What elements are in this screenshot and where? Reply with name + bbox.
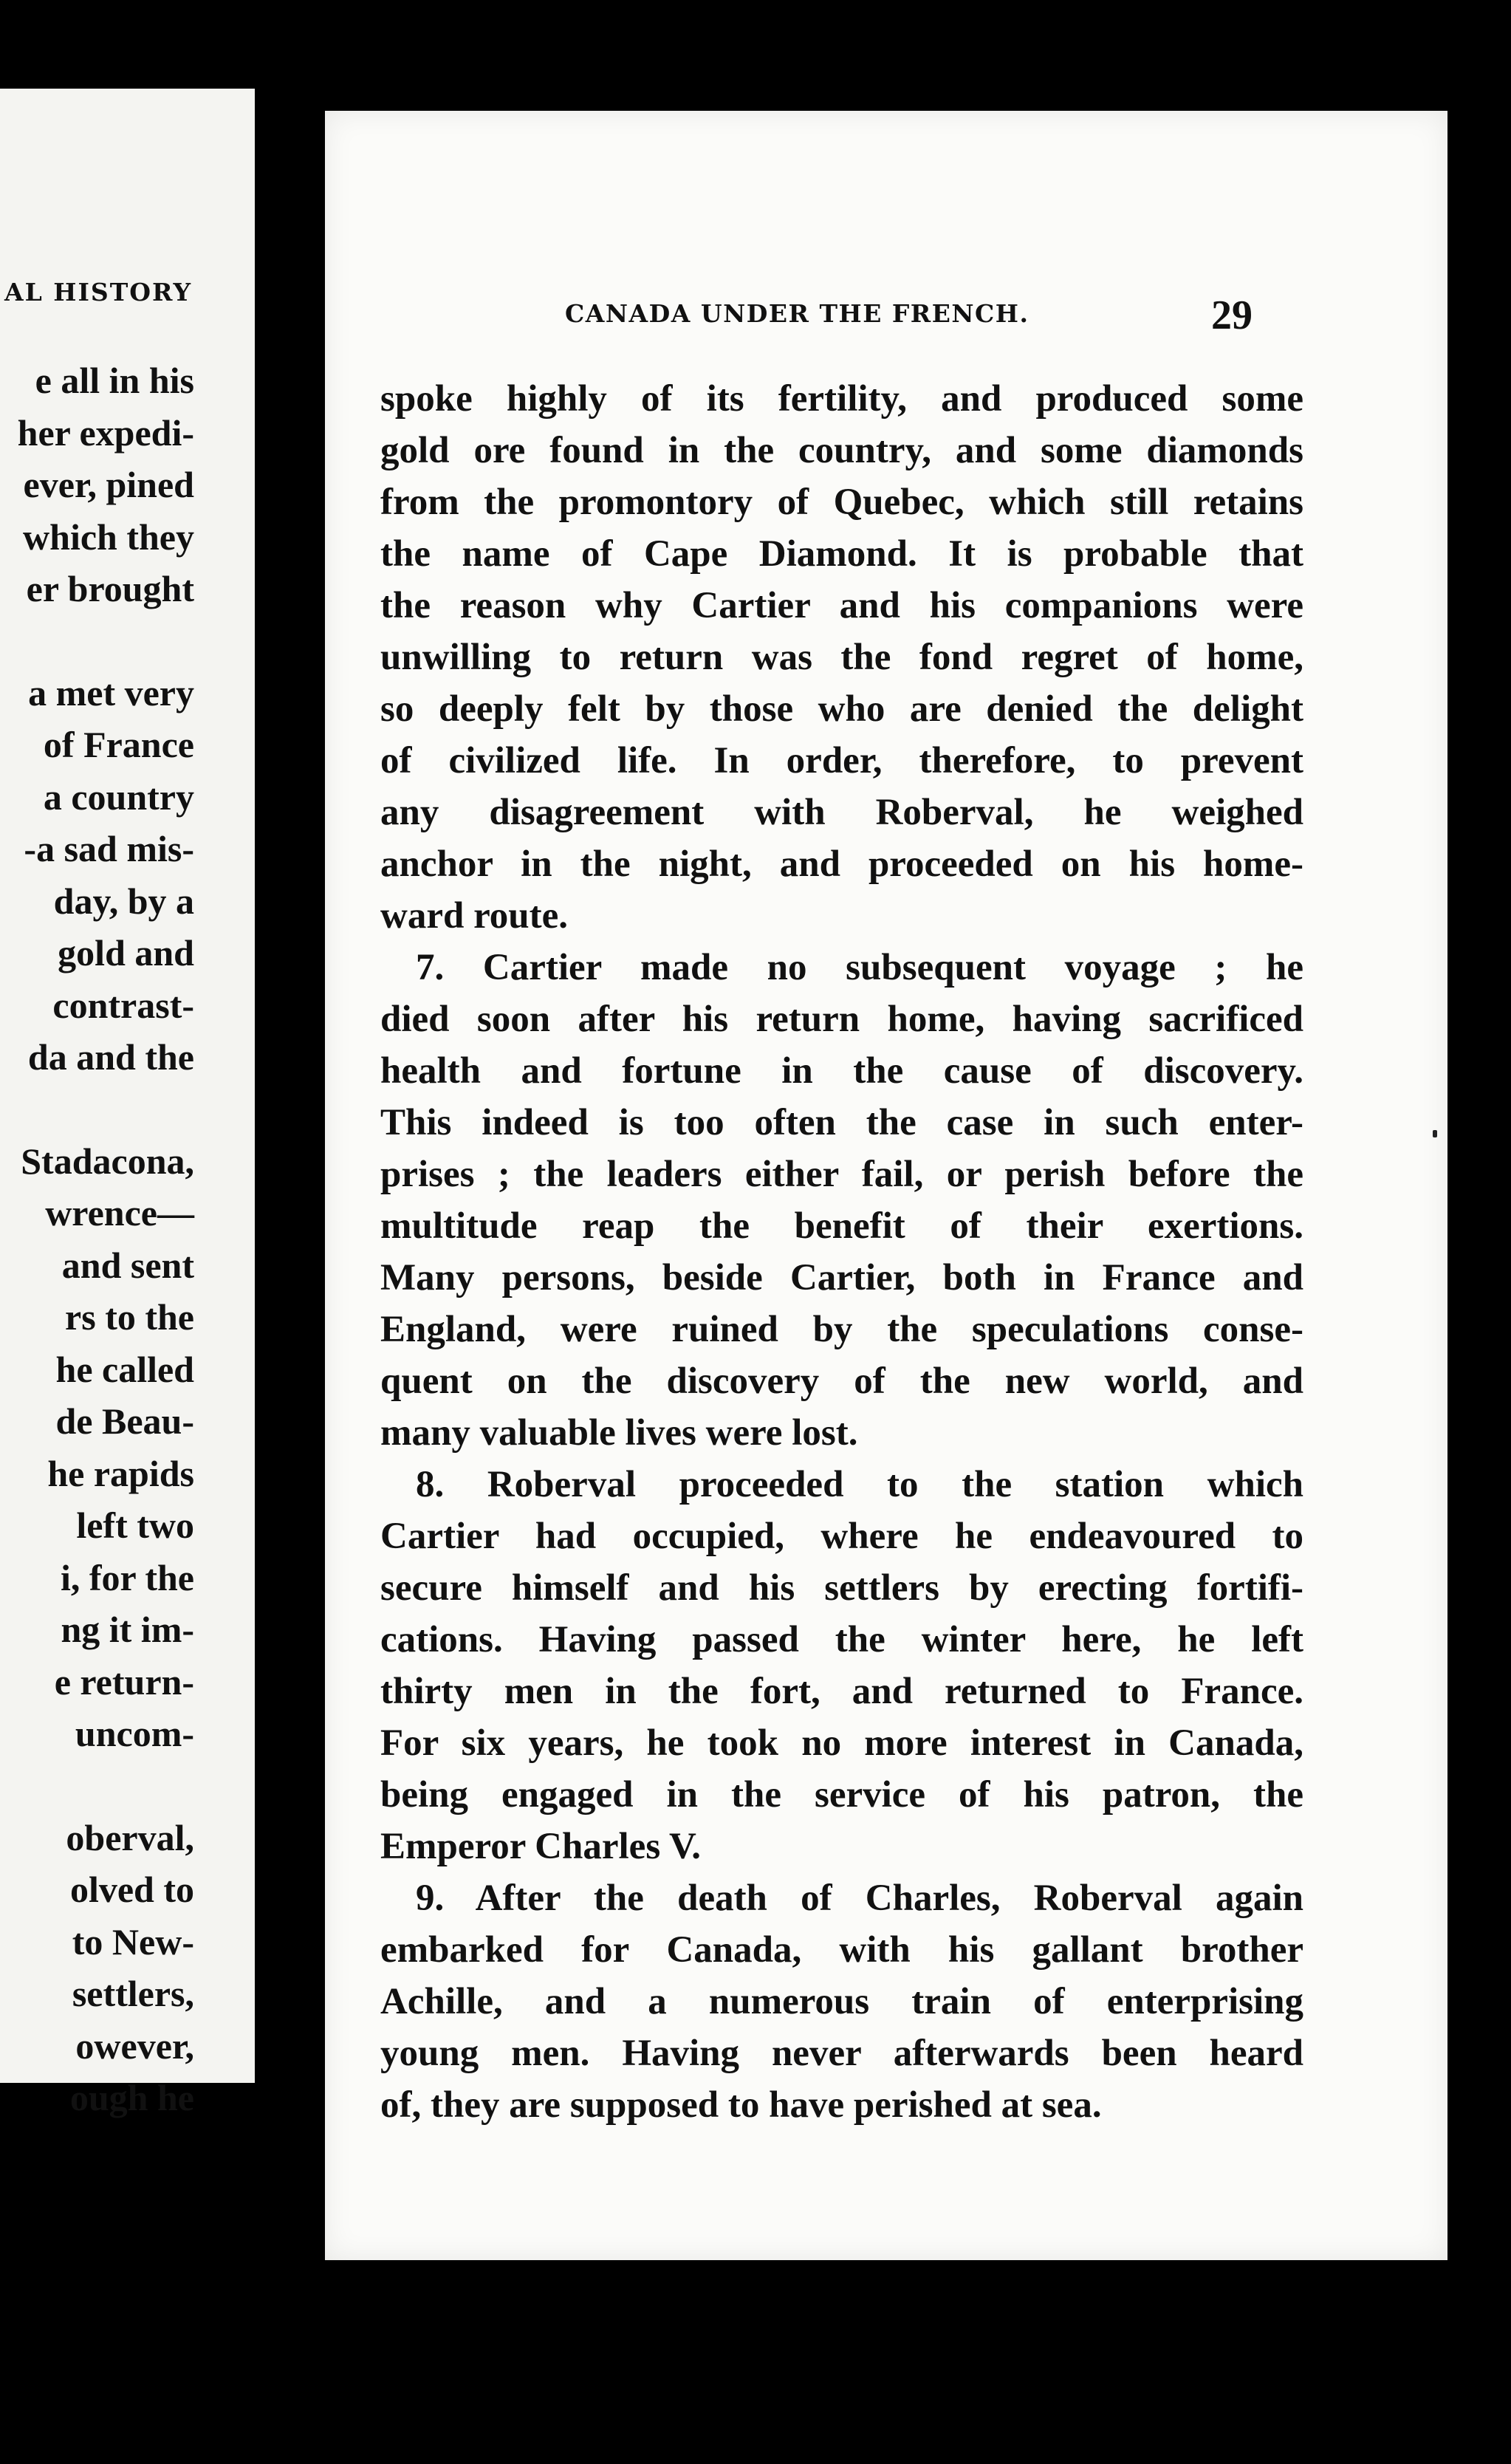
- text-line: health and fortune in the cause of discovery.: [380, 1050, 1303, 1092]
- right-page: [325, 111, 1447, 2260]
- left-line: settlers,: [72, 1973, 194, 2014]
- left-line: a country: [43, 776, 194, 818]
- text-line: quent on the discovery of the new world, and: [380, 1361, 1303, 1402]
- text-line: England, were ruined by the speculations conse-: [380, 1309, 1303, 1350]
- left-gap: [18, 1084, 194, 1135]
- running-head-title: CANADA UNDER THE FRENCH.: [565, 299, 1029, 328]
- text-line: died soon after his return home, having sacrificed: [380, 999, 1303, 1040]
- text-line: young men. Having never afterwards been heard: [380, 2033, 1303, 2074]
- text-line: the reason why Cartier and his companions were: [380, 585, 1303, 626]
- left-line: de Beau-: [55, 1400, 194, 1442]
- paragraph-9-start: 9. After the death of Charles, Roberval again: [416, 1878, 1303, 1919]
- text-line: any disagreement with Roberval, he weighed: [380, 792, 1303, 833]
- text-line: from the promontory of Quebec, which still retains: [380, 482, 1303, 523]
- text-line: Cartier had occupied, where he endeavoured to: [380, 1516, 1303, 1557]
- left-gap: [18, 615, 194, 667]
- left-line: which they: [23, 516, 194, 558]
- left-line: her expedi-: [17, 411, 194, 454]
- left-line: -a sad mis-: [24, 828, 194, 869]
- running-head: [325, 292, 1263, 351]
- left-line: oberval,: [66, 1816, 194, 1858]
- text-line: unwilling to return was the fond regret of home,: [380, 637, 1303, 678]
- book-binding-shadow: [255, 0, 325, 2464]
- text-line: Achille, and a numerous train of enterprising: [380, 1981, 1303, 2022]
- left-line: owever,: [75, 2025, 194, 2067]
- left-line: i, for the: [61, 1556, 194, 1598]
- left-line: gold and: [58, 932, 194, 973]
- text-line: being engaged in the service of his patron, the: [380, 1774, 1303, 1816]
- text-line: multitude reap the benefit of their exertions.: [380, 1205, 1303, 1247]
- left-line: of France: [43, 724, 194, 765]
- text-line: cations. Having passed the winter here, he left: [380, 1619, 1303, 1660]
- text-line: ward route.: [380, 895, 569, 937]
- left-line: to New-: [72, 1920, 194, 1962]
- text-line: This indeed is too often the case in such enter-: [380, 1102, 1303, 1143]
- text-line: the name of Cape Diamond. It is probable that: [380, 533, 1303, 575]
- left-line: uncom-: [75, 1713, 194, 1754]
- left-line: he called: [55, 1348, 194, 1390]
- left-line: da and the: [27, 1036, 194, 1078]
- text-line: prises ; the leaders either fail, or perish before the: [380, 1154, 1303, 1195]
- page-number: 29: [1211, 292, 1253, 338]
- left-line: ough he: [69, 2077, 194, 2118]
- text-line: gold ore found in the country, and some diamonds: [380, 430, 1303, 471]
- body-text: [380, 373, 1303, 2131]
- left-line: e return-: [54, 1660, 194, 1702]
- text-line: many valuable lives were lost.: [380, 1412, 858, 1454]
- left-line: ever, pined: [23, 464, 194, 505]
- left-line: wrence—: [45, 1192, 194, 1233]
- text-line: of, they are supposed to have perished at sea.: [380, 2084, 1102, 2126]
- text-line: anchor in the night, and proceeded on his home-: [380, 843, 1303, 885]
- left-line: contrast-: [52, 984, 194, 1026]
- left-line: day, by a: [53, 880, 194, 922]
- left-line: er brought: [26, 568, 194, 609]
- scan-edge-shadow: [1447, 0, 1511, 2464]
- left-page-text: [18, 355, 194, 2124]
- left-line: and sent: [61, 1244, 194, 1286]
- left-line: he rapids: [47, 1452, 194, 1494]
- left-line: ng it im-: [61, 1609, 194, 1650]
- left-line: olved to: [69, 1869, 194, 1910]
- text-line: so deeply felt by those who are denied the delight: [380, 688, 1303, 730]
- left-line: left two: [76, 1505, 194, 1546]
- text-line: Many persons, beside Cartier, both in France and: [380, 1257, 1303, 1298]
- text-line: embarked for Canada, with his gallant brother: [380, 1929, 1303, 1971]
- text-line: Emperor Charles V.: [380, 1826, 701, 1867]
- left-page-fragment: [0, 89, 255, 2118]
- text-line: of civilized life. In order, therefore, to prevent: [380, 740, 1303, 781]
- left-gap: [18, 1760, 194, 1812]
- text-line: For six years, he took no more interest in Canada,: [380, 1722, 1303, 1764]
- left-running-head: AL HISTORY: [4, 278, 192, 307]
- paragraph-7-start: 7. Cartier made no subsequent voyage ; he: [416, 947, 1303, 988]
- text-line: secure himself and his settlers by erecting fortifi-: [380, 1567, 1303, 1609]
- scan-speck: [1433, 1130, 1437, 1137]
- left-line: e all in his: [35, 360, 194, 401]
- left-line: a met very: [28, 671, 194, 713]
- text-line: thirty men in the fort, and returned to France.: [380, 1671, 1303, 1712]
- left-line: rs to the: [65, 1296, 194, 1338]
- paragraph-8-start: 8. Roberval proceeded to the station which: [416, 1464, 1303, 1505]
- left-line: Stadacona,: [21, 1140, 194, 1182]
- text-line: spoke highly of its fertility, and produced some: [380, 378, 1303, 420]
